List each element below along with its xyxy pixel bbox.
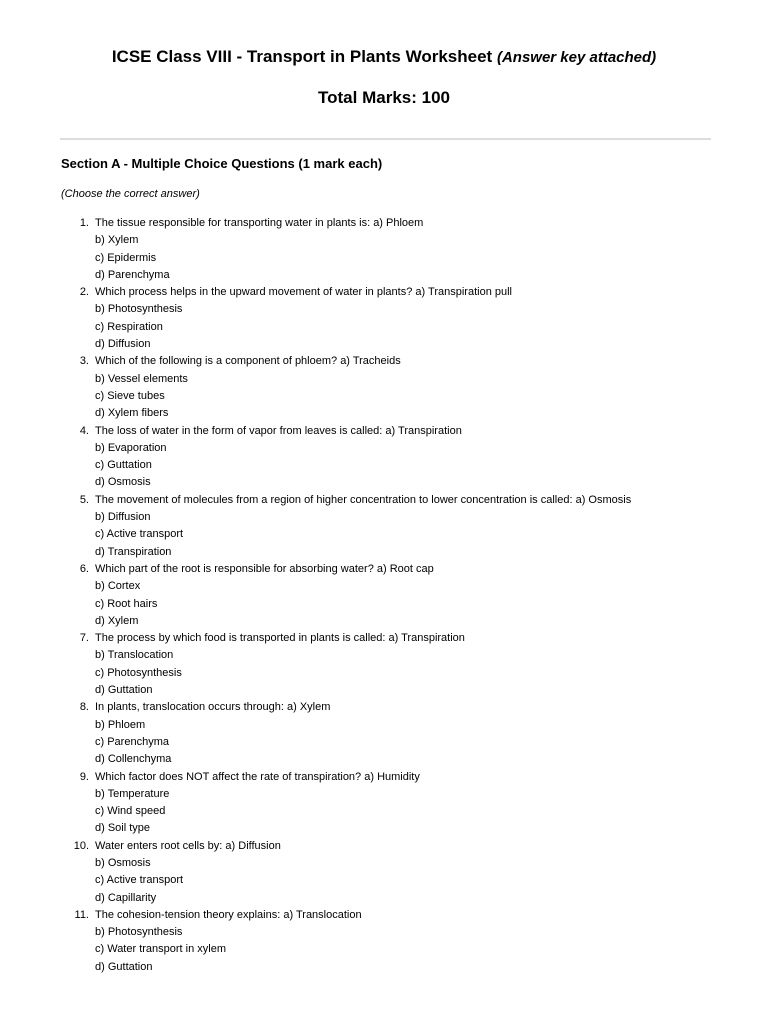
question-item <box>61 907 721 976</box>
question-item <box>61 353 721 422</box>
answer-option-c: c) Respiration <box>95 320 163 333</box>
worksheet-title-text: ICSE Class VIII - Transport in Plants Worksheet <box>111 47 493 66</box>
question-number: 2. <box>79 286 89 299</box>
question-text: Water enters root cells by: a) Diffusion <box>95 839 281 852</box>
question-item <box>61 284 721 353</box>
answer-option-b: b) Temperature <box>95 787 170 800</box>
question-list <box>61 215 721 976</box>
question-text: Which of the following is a component of phloem? a) Tracheids <box>95 355 401 368</box>
question-number: 8. <box>79 701 89 714</box>
question-text: Which part of the root is responsible for absorbing water? a) Root cap <box>95 562 434 575</box>
question-text: The loss of water in the form of vapor from leaves is called: a) Transpiration <box>95 424 462 437</box>
section-a-heading: Section A - Multiple Choice Questions (1 mark each) <box>61 156 383 171</box>
answer-option-b: b) Cortex <box>95 580 141 593</box>
answer-option-b: b) Photosynthesis <box>95 303 183 316</box>
question-text: The tissue responsible for transporting water in plants is: a) Phloem <box>95 217 424 229</box>
question-text: The process by which food is transported in plants is called: a) Transpiration <box>95 632 465 645</box>
answer-option-c: c) Active transport <box>95 528 184 541</box>
answer-option-d: d) Parenchyma <box>95 268 170 281</box>
question-number: 7. <box>79 632 89 645</box>
question-number: 5. <box>79 493 89 506</box>
answer-option-c: c) Water transport in xylem <box>95 943 227 956</box>
question-item <box>61 492 721 561</box>
question-number: 3. <box>79 355 89 368</box>
answer-option-c: c) Active transport <box>95 874 184 887</box>
question-item <box>61 215 721 284</box>
answer-option-d: d) Collenchyma <box>95 753 172 766</box>
answer-option-d: d) Osmosis <box>95 476 151 489</box>
answer-option-d: d) Soil type <box>95 822 151 835</box>
answer-option-b: b) Osmosis <box>95 856 151 869</box>
answer-option-b: b) Xylem <box>95 234 139 247</box>
question-text: Which factor does NOT affect the rate of transpiration? a) Humidity <box>95 770 420 783</box>
answer-option-d: d) Guttation <box>95 684 153 697</box>
answer-option-c: c) Wind speed <box>95 805 166 818</box>
question-item <box>61 838 721 907</box>
question-item <box>61 561 721 630</box>
answer-option-b: b) Phloem <box>95 718 146 731</box>
answer-option-c: c) Epidermis <box>95 251 157 264</box>
answer-option-c: c) Guttation <box>95 459 152 472</box>
question-item <box>61 423 721 492</box>
question-item <box>61 699 721 768</box>
worksheet-title <box>0 46 768 69</box>
question-number: 1. <box>79 217 89 229</box>
question-text: The cohesion-tension theory explains: a) Translocation <box>95 908 362 921</box>
answer-option-d: d) Xylem fibers <box>95 407 169 420</box>
answer-option-d: d) Transpiration <box>95 545 172 558</box>
answer-option-b: b) Vessel elements <box>95 372 188 385</box>
answer-option-c: c) Photosynthesis <box>95 666 182 679</box>
answer-option-d: d) Diffusion <box>95 338 151 351</box>
answer-option-c: c) Root hairs <box>95 597 158 610</box>
horizontal-divider <box>60 138 711 140</box>
answer-option-d: d) Guttation <box>95 960 153 973</box>
question-item <box>61 630 721 699</box>
answer-option-d: d) Xylem <box>95 614 139 627</box>
answer-option-d: d) Capillarity <box>95 891 157 904</box>
question-number: 9. <box>79 770 89 783</box>
question-text: In plants, translocation occurs through: a) Xylem <box>95 701 331 714</box>
question-text: The movement of molecules from a region of higher concentration to lower concentration is called: a) Osmosis <box>95 493 632 506</box>
answer-key-note: (Answer key attached) <box>496 49 657 66</box>
answer-option-b: b) Evaporation <box>95 441 167 454</box>
answer-option-b: b) Photosynthesis <box>95 926 183 939</box>
question-item <box>61 769 721 838</box>
answer-option-b: b) Translocation <box>95 649 174 662</box>
question-number: 4. <box>79 424 89 437</box>
question-number: 6. <box>79 562 89 575</box>
answer-option-c: c) Sieve tubes <box>95 389 165 402</box>
section-a-instruction: (Choose the correct answer) <box>61 188 200 200</box>
question-number: 10. <box>73 839 89 852</box>
total-marks: Total Marks: 100 <box>318 88 450 107</box>
question-number: 11. <box>74 908 89 921</box>
answer-option-c: c) Parenchyma <box>95 735 169 748</box>
answer-option-b: b) Diffusion <box>95 511 151 524</box>
question-text: Which process helps in the upward movement of water in plants? a) Transpiration pull <box>95 286 512 299</box>
